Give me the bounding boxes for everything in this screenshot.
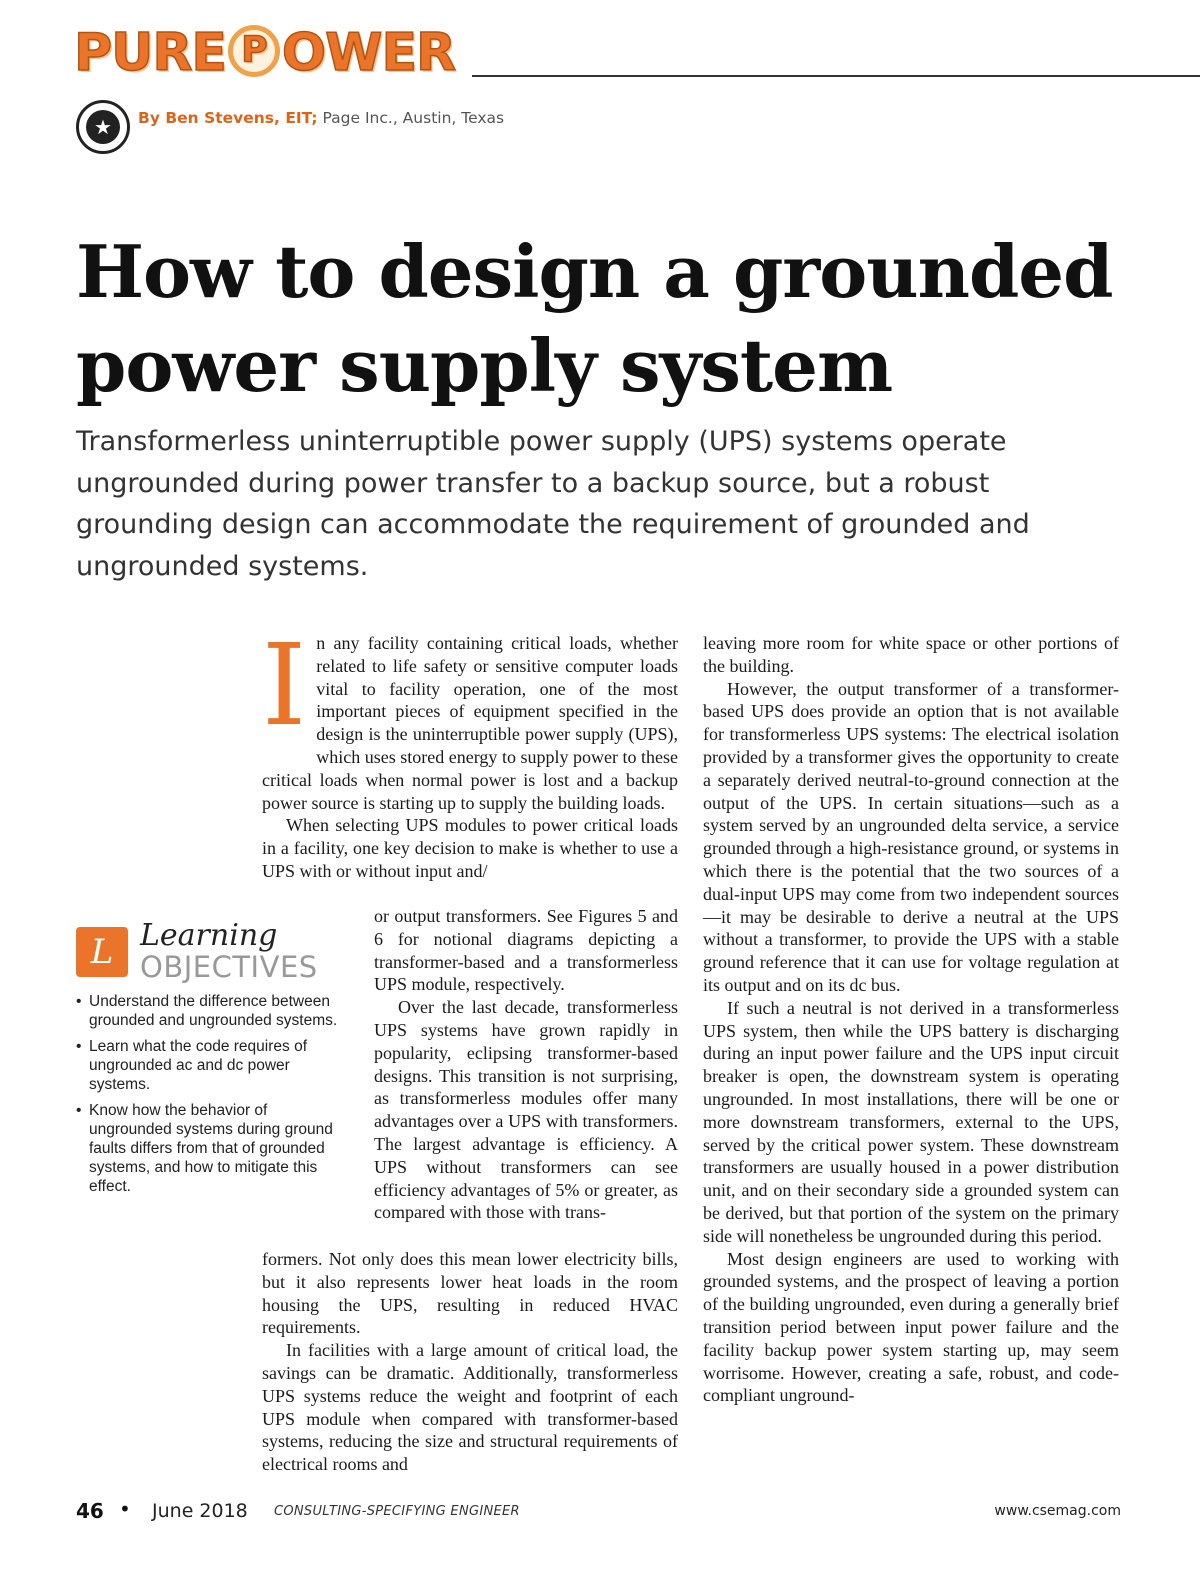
peer-reviewed-badge-icon [76, 100, 130, 154]
byline-author: By Ben Stevens, EIT; [138, 109, 318, 127]
body-paragraph: In facilities with a large amount of critical load, the savings can be dramatic. Additionally, transformerless UPS systems reduce the weight and footprint of each UPS module when compared with transformer-based systems, reducing the size and structural requirements of electrical rooms and [262, 1340, 678, 1475]
body-paragraph: n any facility containing critical loads, whether related to life safety or sensitive computer loads vital to facility operation, one of the most important pieces of equipment specified in the design is the uninterruptible power supply (UPS), which uses stored energy to supply power to these critical loads when normal power is lost and a backup power source is starting up to supply the building loads. [262, 633, 678, 813]
learning-objectives-list [76, 992, 338, 1203]
byline-affiliation: Page Inc., Austin, Texas [317, 109, 505, 127]
body-column-1-middle [374, 905, 678, 1224]
logo-text-right: OWER [281, 23, 456, 83]
learning-objective-item: • Know how the behavior of ungrounded systems during ground faults differs from that of grounded systems, and how to mitigate this effect. [76, 1101, 338, 1196]
logo-text-left: PURE [74, 23, 226, 83]
body-paragraph: formers. Not only does this mean lower electricity bills, but it also represents lower heat loads in the room housing the UPS, resulting in reduced HVAC requirements. [262, 1249, 678, 1338]
article-title: How to design a grounded power supply system [76, 229, 1113, 408]
star-icon: ★ [86, 110, 120, 144]
body-paragraph: leaving more room for white space or other portions of the building. [703, 633, 1119, 676]
body-paragraph: Most design engineers are used to working with grounded systems, and the prospect of leaving a portion of the building ungrounded, even during a generally brief transition period between input power failure and the facility backup power system starting up, may seem worrisome. However, creating a safe, robust, and code-compliant unground- [703, 1248, 1119, 1406]
body-paragraph: When selecting UPS modules to power critical loads in a facility, one key decision to make is whether to use a UPS with or without input and/ [262, 815, 678, 881]
issue-date: June 2018 [152, 1500, 248, 1522]
article-deck: Transformerless uninterruptible power supply (UPS) systems operate ungrounded during power transfer to a backup source, but a robust grounding design can accommodate the requirement of grounded and ungrounded systems. [76, 426, 1030, 582]
body-column-1-top [262, 621, 678, 883]
pure-power-logo [74, 22, 455, 84]
header-rule [472, 75, 1200, 77]
magazine-name: CONSULTING-SPECIFYING ENGINEER [274, 1504, 520, 1519]
body-paragraph: or output transformers. See Figures 5 and 6 for notional diagrams depicting a transformer-based and a transformerless UPS module, respectively. [374, 906, 678, 995]
body-paragraph: If such a neutral is not derived in a transformerless UPS system, then while the UPS battery is discharging during an input power failure and the UPS input circuit breaker is open, the downstream system is operating ungrounded. In most installations, there will be one or more downstream transformers, external to the UPS, served by the critical power system. These downstream transformers are usually housed in a power distribution unit, and on their secondary side a grounded system can be derived, but that portion of the system on the primary side will nonetheless be ungrounded during this period. [703, 997, 1119, 1246]
learning-objective-item: • Understand the difference between grounded and ungrounded systems. [76, 992, 338, 1030]
drop-cap: I [262, 621, 307, 751]
body-paragraph: Over the last decade, transformerless UPS systems have grown rapidly in popularity, eclipsing transformer-based designs. This transition is not surprising, as transformerless modules offer many advantages over a UPS with transformers. The largest advantage is efficiency. A UPS without transformers can see efficiency advantages of 5% or greater, as compared with those with trans- [374, 997, 678, 1223]
learning-objectives-badge: L [76, 927, 128, 977]
learning-objectives-heading-caps: OBJECTIVES [140, 950, 318, 984]
footer-separator: • [119, 1497, 131, 1521]
page-number: 46 [76, 1499, 104, 1523]
body-column-2 [703, 632, 1119, 1407]
logo-power-ring-icon: P [228, 25, 280, 77]
body-paragraph: However, the output transformer of a transformer-based UPS does provide an option that is not available for transformerless UPS systems: The electrical isolation provided by a transformer gives the opportunity to create a separately derived neutral-to-ground connection at the output of the UPS. In certain situations—such as a system served by an ungrounded delta service, a service grounded through a high-resistance ground, or systems in which there is the potential that the two sources of a dual-input UPS may come from two independent sources—it may be desirable to derive a neutral at the UPS without a transformer, to provide the UPS with a stable ground reference that it can use for voltage regulation at its output and on its dc bus. [703, 678, 1119, 995]
learning-objectives-heading-script: Learning [140, 918, 278, 953]
body-column-1-bottom [262, 1248, 678, 1476]
learning-objective-item: • Learn what the code requires of ungrounded ac and dc power systems. [76, 1037, 338, 1094]
byline [138, 109, 504, 127]
website-url: www.csemag.com [994, 1503, 1121, 1519]
